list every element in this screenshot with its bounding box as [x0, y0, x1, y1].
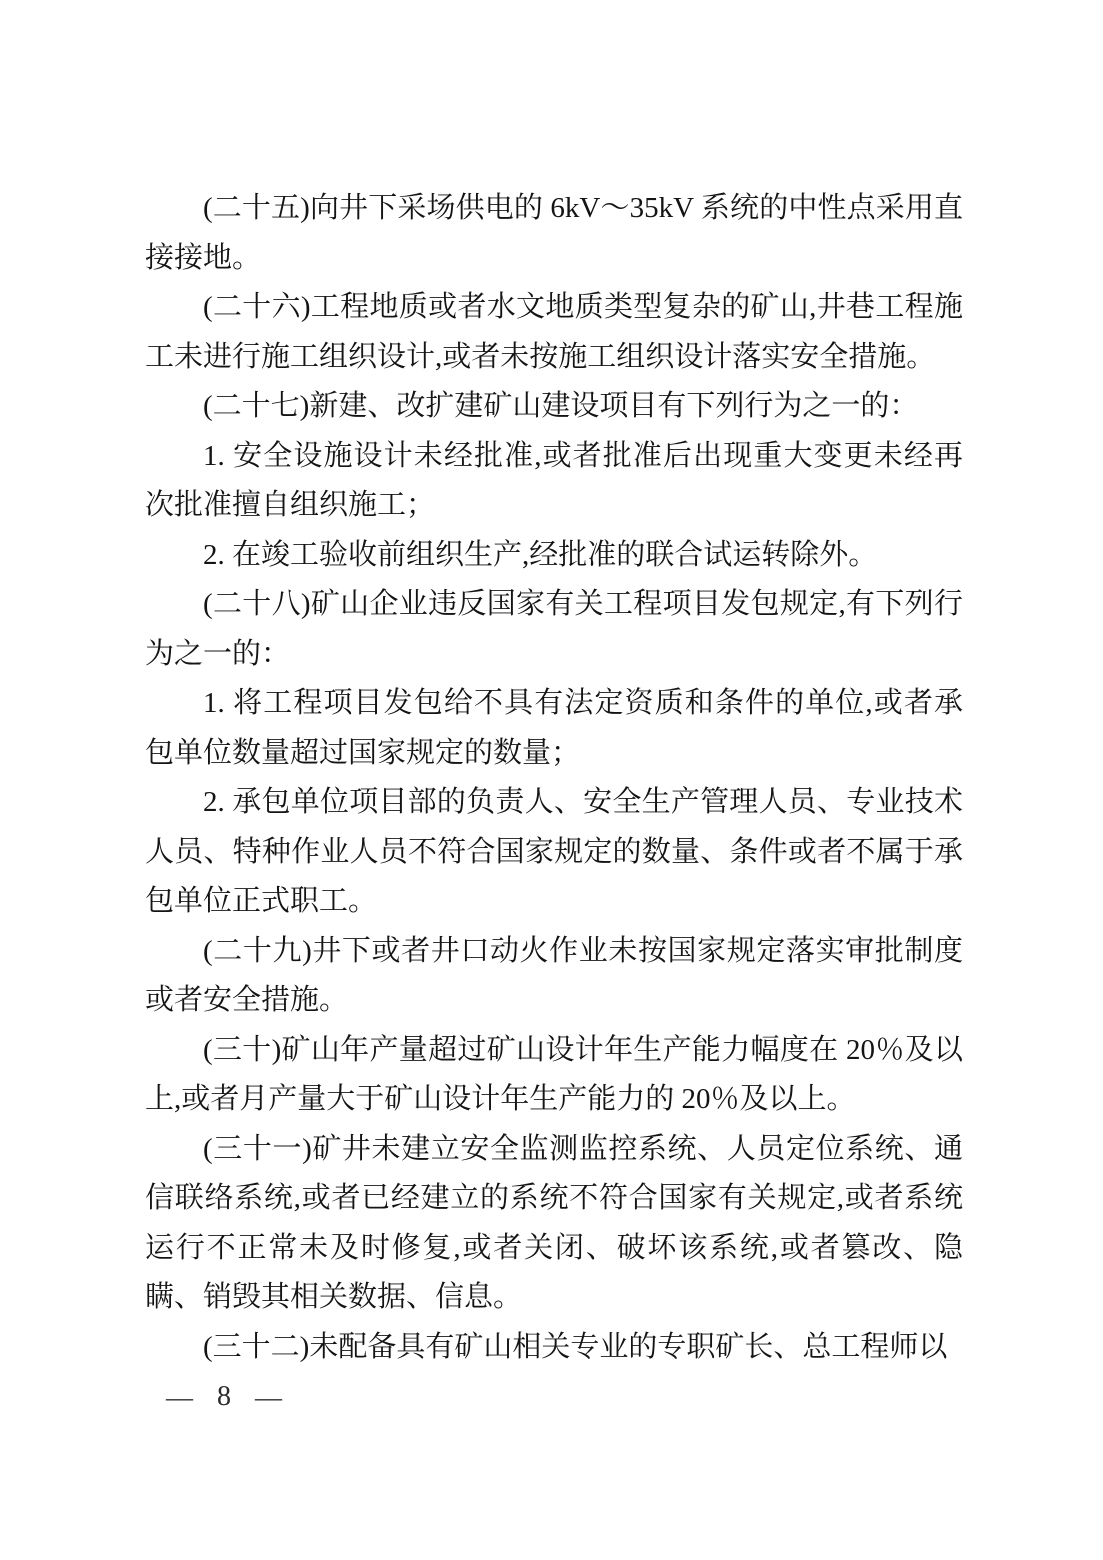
document-body	[145, 184, 963, 1372]
paragraph-item-26: (二十六)工程地质或者水文地质类型复杂的矿山,井巷工程施工未进行施工组织设计,或者未按施工组织设计落实安全措施。	[145, 291, 963, 373]
paragraph-subitem-27-1: 1. 安全设施设计未经批准,或者批准后出现重大变更未经再次批准擅自组织施工；	[145, 439, 963, 521]
paragraph-subitem-28-2: 2. 承包单位项目部的负责人、安全生产管理人员、专业技术人员、特种作业人员不符合国家规定的数量、条件或者不属于承包单位正式职工。	[145, 786, 963, 917]
footer-left-dash: —	[166, 1382, 193, 1412]
paragraph-item-25: (二十五)向井下采场供电的 6kV～35kV 系统的中性点采用直接接地。	[145, 192, 963, 274]
paragraph-item-31: (三十一)矿井未建立安全监测监控系统、人员定位系统、通信联络系统,或者已经建立的系统不符合国家有关规定,或者系统运行不正常未及时修复,或者关闭、破坏该系统,或者篡改、隐瞒、销毁其相关数据、信息。	[145, 1132, 963, 1313]
paragraph-item-28: (二十八)矿山企业违反国家有关工程项目发包规定,有下列行为之一的：	[145, 588, 963, 670]
page-number: 8	[217, 1381, 231, 1412]
page-footer	[166, 1381, 282, 1413]
paragraph-subitem-28-1: 1. 将工程项目发包给不具有法定资质和条件的单位,或者承包单位数量超过国家规定的数量；	[145, 687, 963, 769]
paragraph-item-32: (三十二)未配备具有矿山相关专业的专职矿长、总工程师以	[203, 1330, 948, 1363]
paragraph-subitem-27-2: 2. 在竣工验收前组织生产,经批准的联合试运转除外。	[203, 538, 878, 571]
paragraph-item-27: (二十七)新建、改扩建矿山建设项目有下列行为之一的：	[203, 390, 919, 422]
footer-right-dash: —	[255, 1382, 282, 1412]
paragraph-item-30: (三十)矿山年产量超过矿山设计年生产能力幅度在 20％及以上,或者月产量大于矿山设计年生产能力的 20％及以上。	[145, 1033, 963, 1115]
paragraph-item-29: (二十九)井下或者井口动火作业未按国家规定落实审批制度或者安全措施。	[145, 934, 963, 1016]
